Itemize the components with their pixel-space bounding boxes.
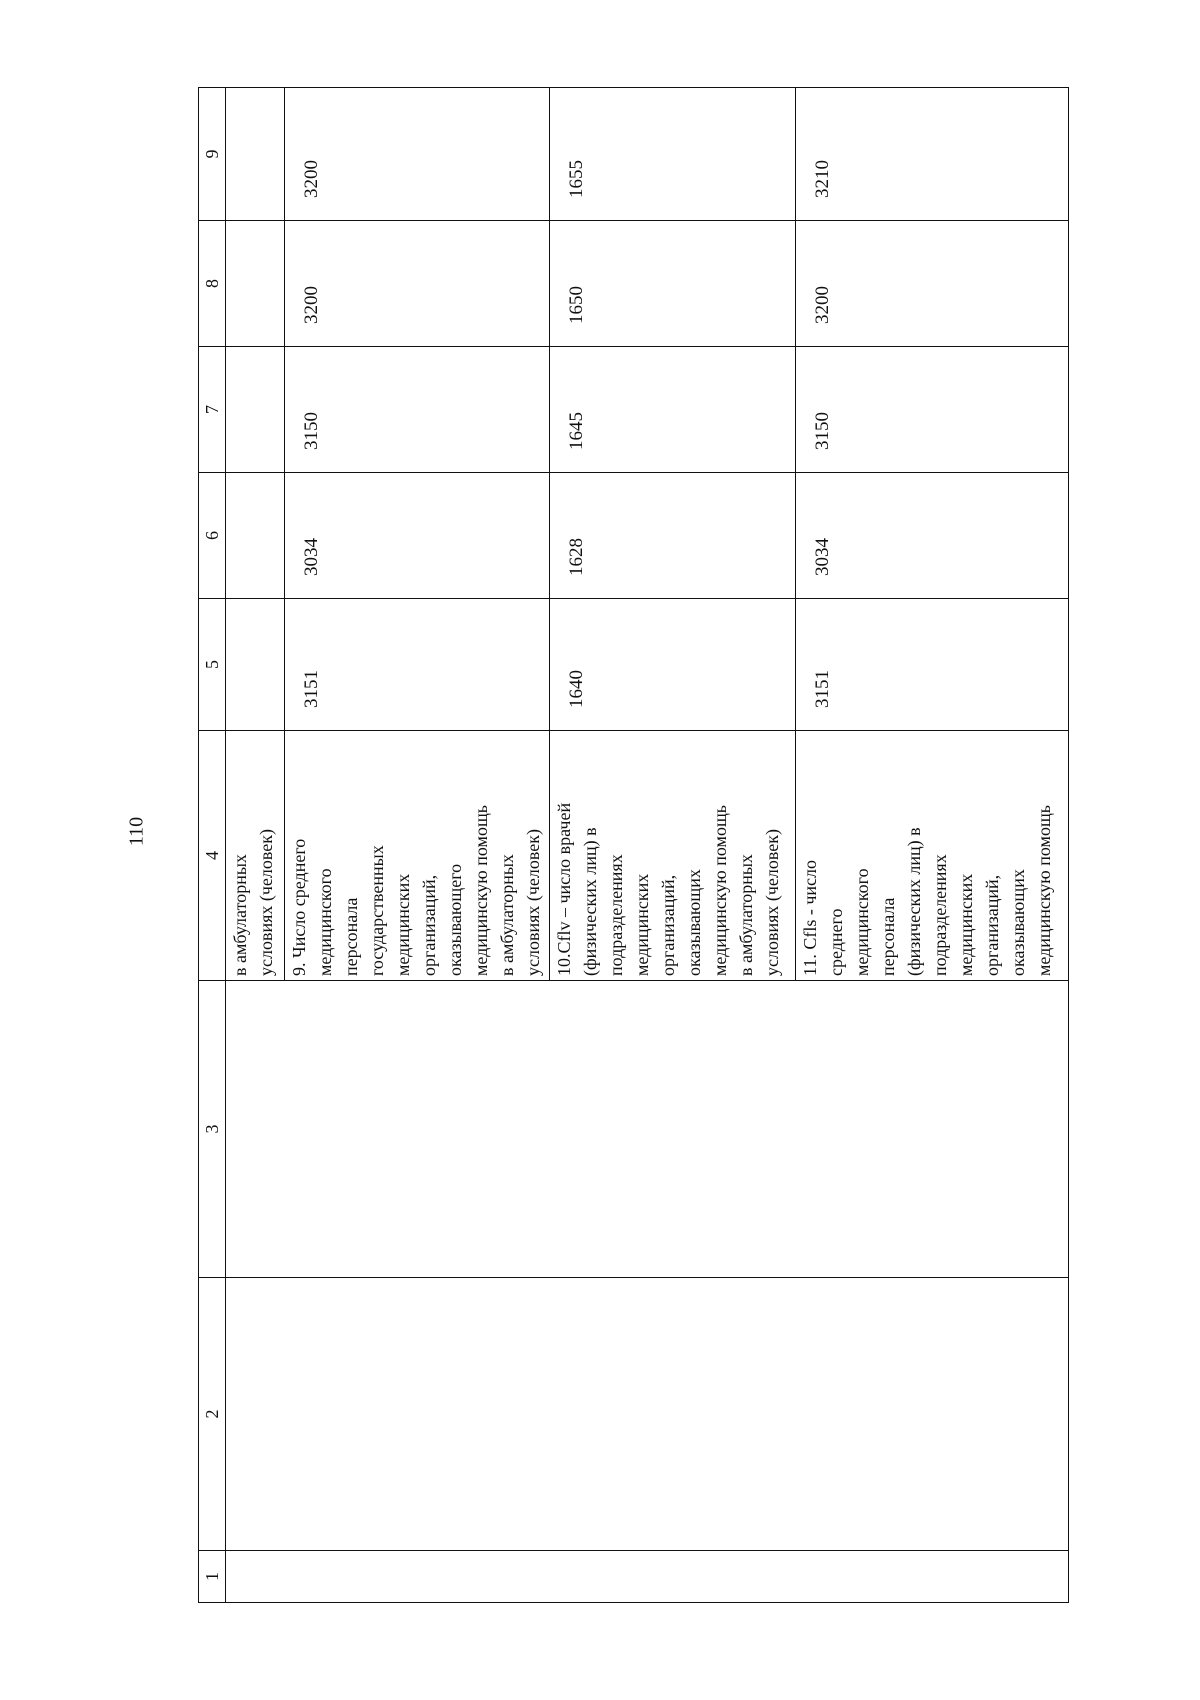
value-cell: 3200 bbox=[796, 221, 1069, 347]
value-cell: 3034 bbox=[284, 473, 549, 599]
row-description: 10.Cflv – число врачей (физических лиц) в подразделениях медицинских организаций, оказывающих медицинскую помощь в амбулаторных условиях (человек) bbox=[550, 731, 796, 981]
row-description: 11. Cfls - число среднего медицинского персонала (физических лиц) в подразделениях медицинских организаций, оказывающих медицинскую помощь bbox=[796, 731, 1069, 981]
value-cell bbox=[226, 347, 285, 473]
row-description: в амбулаторных условиях (человек) bbox=[226, 731, 285, 981]
page-number: 110 bbox=[125, 816, 148, 847]
column-number: 5 bbox=[199, 599, 226, 731]
column-number: 7 bbox=[199, 347, 226, 473]
value-cell: 3210 bbox=[796, 88, 1069, 221]
column-number: 4 bbox=[199, 731, 226, 981]
column-number: 2 bbox=[199, 1278, 226, 1551]
row-description: 9. Число среднего медицинского персонала государственных медицинских организаций, оказывающего медицинскую помощь в амбулаторных условиях (человек) bbox=[284, 731, 549, 981]
value-cell: 3151 bbox=[796, 599, 1069, 731]
value-cell: 1640 bbox=[550, 599, 796, 731]
column-number: 6 bbox=[199, 473, 226, 599]
value-cell: 1655 bbox=[550, 88, 796, 221]
column-number: 3 bbox=[199, 981, 226, 1278]
cell-col2 bbox=[226, 1278, 1069, 1551]
cell-col1 bbox=[226, 1551, 1069, 1603]
value-cell: 1645 bbox=[550, 347, 796, 473]
column-number: 1 bbox=[199, 1551, 226, 1603]
value-cell: 3150 bbox=[284, 347, 549, 473]
value-cell bbox=[226, 221, 285, 347]
value-cell: 3200 bbox=[284, 88, 549, 221]
value-cell bbox=[226, 473, 285, 599]
value-cell: 3034 bbox=[796, 473, 1069, 599]
value-cell bbox=[226, 599, 285, 731]
cell-col3 bbox=[226, 981, 1069, 1278]
value-cell: 1650 bbox=[550, 221, 796, 347]
value-cell: 1628 bbox=[550, 473, 796, 599]
column-number: 9 bbox=[199, 88, 226, 221]
data-table bbox=[198, 87, 1069, 1603]
value-cell: 3200 bbox=[284, 221, 549, 347]
column-number: 8 bbox=[199, 221, 226, 347]
value-cell: 3151 bbox=[284, 599, 549, 731]
header-row bbox=[199, 88, 226, 1603]
value-cell: 3150 bbox=[796, 347, 1069, 473]
table-row bbox=[226, 88, 285, 1603]
value-cell bbox=[226, 88, 285, 221]
rotated-table-wrapper bbox=[198, 88, 1069, 1603]
